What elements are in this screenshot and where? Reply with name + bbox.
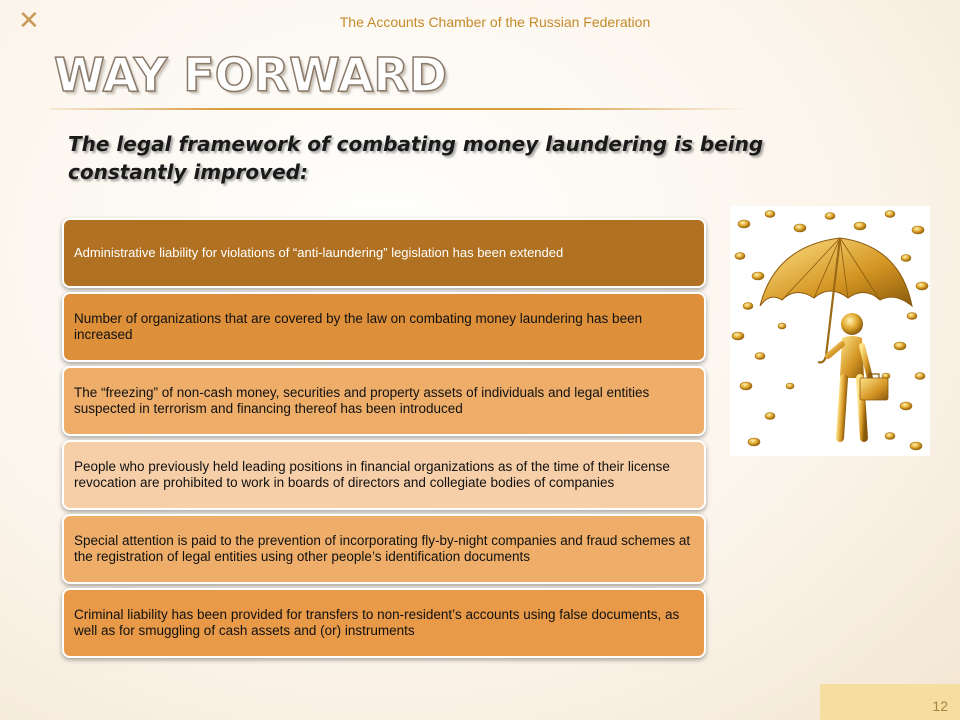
- subtitle: The legal framework of combating money laundering is being constantly improved:: [68, 132, 764, 184]
- title-divider: [50, 108, 750, 110]
- list-item: [62, 366, 706, 436]
- page-title: WAY FORWARD: [54, 48, 448, 102]
- x-mark-icon: ✕: [18, 6, 40, 36]
- list-item-text: Criminal liability has been provided for transfers to non-resident’s accounts using false documents, as well as for smuggling of cash assets and (or) instruments: [74, 607, 680, 638]
- list-item: [62, 440, 706, 510]
- list-item-text: Administrative liability for violations of “anti-laundering” legislation has been extended: [74, 245, 564, 260]
- page-number-badge: [820, 684, 960, 720]
- list-item: [62, 292, 706, 362]
- list-item-text: The “freezing” of non-cash money, securities and property assets of individuals and legal entities suspected in terrorism and financing thereof has been introduced: [74, 385, 650, 416]
- list-item: [62, 514, 706, 584]
- umbrella-figure-icon: [730, 206, 930, 456]
- list-item-text: Special attention is paid to the prevention of incorporating fly-by-night companies and fraud schemes at the registration of legal entities using other people’s identification documents: [74, 533, 691, 564]
- list-item: [62, 588, 706, 658]
- golden-figure-umbrella-image: [730, 206, 930, 456]
- page-number: 12: [932, 698, 948, 714]
- list-item-text: People who previously held leading positions in financial organizations as of the time of their license revocation are prohibited to work in boards of directors and collegiate bodies of companies: [74, 459, 670, 490]
- list-item-text: Number of organizations that are covered by the law on combating money laundering has been increased: [74, 311, 643, 342]
- list-item: [62, 218, 706, 288]
- header-label: The Accounts Chamber of the Russian Federation: [339, 14, 651, 30]
